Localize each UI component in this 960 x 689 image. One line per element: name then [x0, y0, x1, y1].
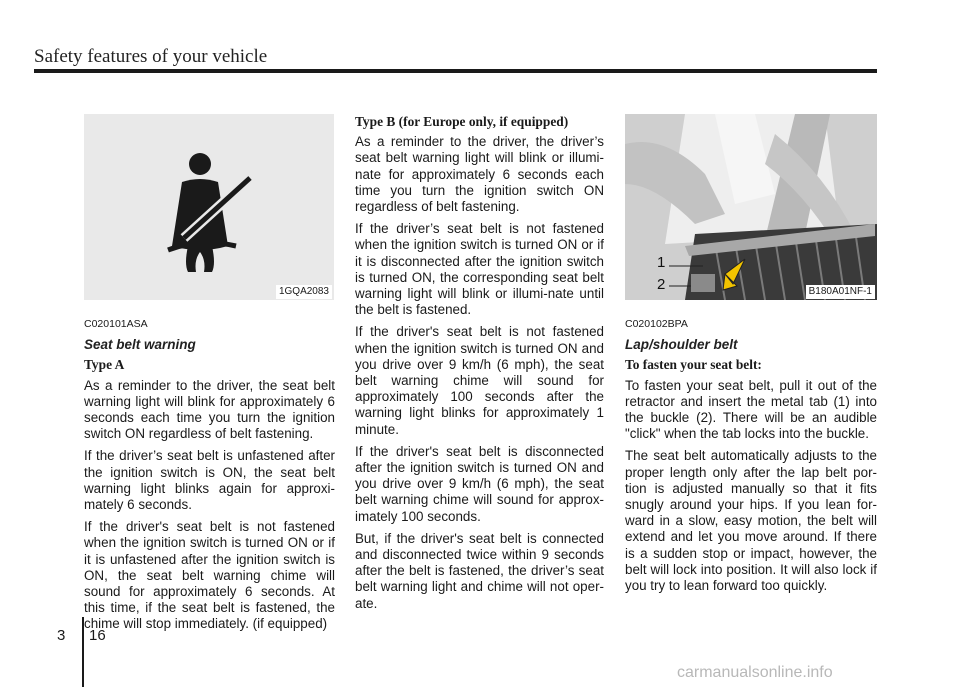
- lap-shoulder-belt-figure: [625, 114, 877, 300]
- paragraph: If the driver's seat belt is not fastened when the ignition switch is turned ON and you drive over 9 km/h (6 mph), the seat belt warning chime will sound for approximately 100 seconds after the warning light blinks for approximately 1 minute.: [355, 324, 604, 437]
- callout-1: 1: [657, 254, 666, 271]
- paragraph: As a reminder to the driver, the seat belt warning light will blink for approximately 6 seconds each time you turn the ignition switch ON regardless of belt fastening.: [84, 377, 335, 442]
- subheading-type-b: Type B (for Europe only, if equipped): [355, 114, 569, 129]
- page-header-title: Safety features of your vehicle: [34, 46, 268, 67]
- callout-2: 2: [657, 276, 666, 293]
- page-number: 16: [89, 627, 106, 644]
- figure-code: B180A01NF-1: [806, 285, 875, 299]
- column-2: [355, 114, 604, 618]
- section-code: C020101ASA: [84, 318, 148, 330]
- figure-code: 1GQA2083: [276, 285, 332, 299]
- paragraph: If the driver’s seat belt is unfastened after the ignition switch is ON, the seat belt warning light blinks again for approxi-mately 6 seconds.: [84, 448, 335, 513]
- paragraph: But, if the driver's seat belt is connected and disconnected twice within 9 seconds after the belt is fastened, the driver’s seat belt warning light and chime will not oper-ate.: [355, 530, 604, 611]
- paragraph: If the driver’s seat belt is not fastened when the ignition switch is turned ON or if it is disconnected after the ignition switch is turned ON, the corresponding seat belt warning light will blink or illumi-nate until the belt is fastened.: [355, 221, 604, 318]
- page-chapter-number: 3: [57, 627, 66, 644]
- paragraph: If the driver's seat belt is disconnected after the ignition switch is turned ON and you drive over 9 km/h (6 mph), the seat belt warning chime will sound for approx-imately 100 seconds.: [355, 443, 604, 524]
- subheading-fasten: To fasten your seat belt:: [625, 357, 762, 373]
- paragraph: To fasten your seat belt, pull it out of the retractor and insert the metal tab (1) into the buckle (2). There will be an audible "click" when the tab locks into the buckle.: [625, 377, 877, 442]
- seat-belt-warning-icon: [84, 114, 334, 300]
- footer-rule: [82, 617, 84, 687]
- paragraph: If the driver's seat belt is not fastened when the ignition switch is turned ON or if it is unfastened after the ignition switch is ON, the seat belt warning chime will sound for approximately 6 seconds. At this time, if the seat belt is fastened, the chime will stop immediately. (if equipped): [84, 519, 335, 632]
- section-code: C020102BPA: [625, 318, 688, 330]
- header-rule: [34, 69, 877, 73]
- paragraph: As a reminder to the driver, the driver’s seat belt warning light will blink or illumi-nate for approximately 6 seconds each time you turn the ignition switch ON regardless of belt fastening.: [355, 134, 604, 215]
- seat-belt-warning-figure: [84, 114, 334, 300]
- section-heading: Lap/shoulder belt: [625, 337, 738, 353]
- seat-belt-illustration: [625, 114, 877, 300]
- section-heading: Seat belt warning: [84, 337, 196, 353]
- column-1: [84, 316, 335, 639]
- subheading-type-a: Type A: [84, 357, 125, 373]
- watermark: carmanualsonline.info: [677, 664, 833, 681]
- column-3: [625, 316, 877, 600]
- paragraph: The seat belt automatically adjusts to the proper length only after the lap belt por-tion is adjusted manually so that it fits snugly around your hips. If you lean for-ward in a slow, easy motion, the belt will extend and let you move around. If there is a sudden stop or impact, however, the belt will lock into position. It will also lock if you try to lean forward too quickly.: [625, 448, 877, 594]
